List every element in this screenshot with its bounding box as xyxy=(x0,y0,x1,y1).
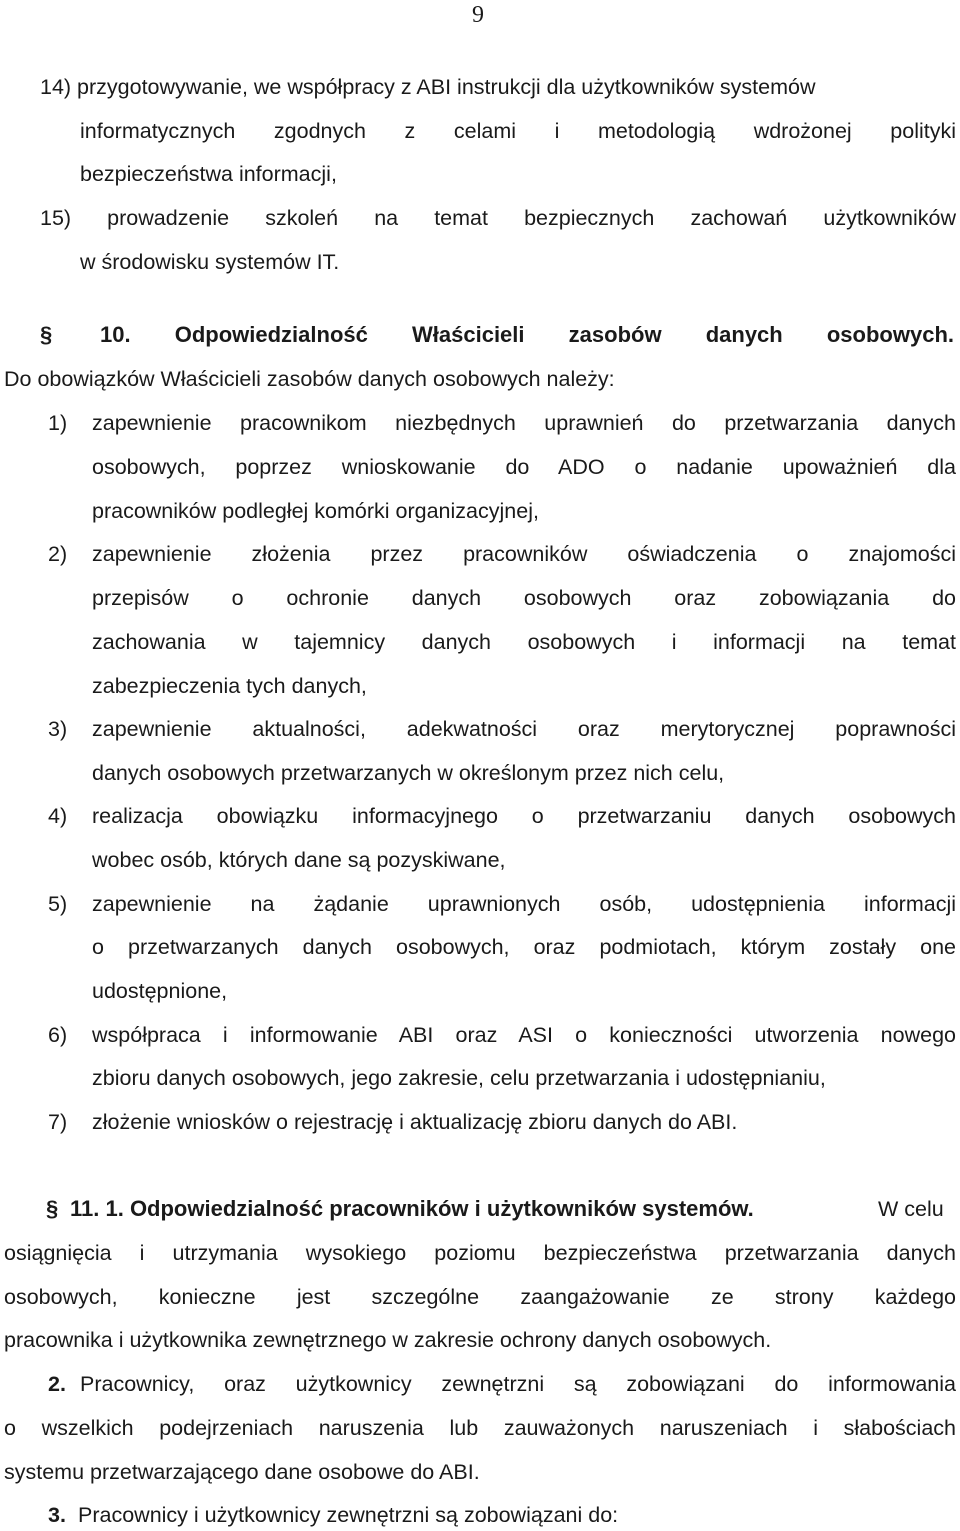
item-4-line-2: wobec osób, których dane są pozyskiwane, xyxy=(92,848,506,872)
item-7-number: 7) xyxy=(48,1110,68,1134)
item-1-line-2: osobowych, poprzez wnioskowanie do ADO o nadanie upoważnień dla xyxy=(92,455,956,479)
item-6-line-2: zbioru danych osobowych, jego zakresie, celu przetwarzania i udostępnianiu, xyxy=(92,1066,826,1090)
section-11-p3-number: 3. xyxy=(48,1503,66,1527)
item-2-line-4: zabezpieczenia tych danych, xyxy=(92,674,367,698)
section-11-p1-line-1: osiągnięcia i utrzymania wysokiego poziomu bezpieczeństwa przetwarzania danych xyxy=(4,1241,956,1265)
list-item-14-line-3: bezpieczeństwa informacji, xyxy=(80,162,337,186)
item-5-number: 5) xyxy=(48,892,68,916)
section-11-p2-line-3: systemu przetwarzającego dane osobowe do ABI. xyxy=(4,1460,480,1484)
section-11-p2-line-2: o wszelkich podejrzeniach naruszenia lub zauważonych naruszeniach i słabościach xyxy=(4,1416,956,1440)
item-3-line-2: danych osobowych przetwarzanych w określonym przez nich celu, xyxy=(92,761,725,785)
list-item-14-line-1: 14) przygotowywanie, we współpracy z ABI instrukcji dla użytkowników systemów xyxy=(40,75,816,99)
item-1-number: 1) xyxy=(48,411,68,435)
item-4-number: 4) xyxy=(48,804,68,828)
list-item-15-line-2: w środowisku systemów IT. xyxy=(80,250,340,274)
section-11-p1-line-2: osobowych, konieczne jest szczególne zaangażowanie ze strony każdego xyxy=(4,1285,956,1309)
item-5-line-2: o przetwarzanych danych osobowych, oraz podmiotach, którym zostały one xyxy=(92,935,956,959)
section-11-p2-number: 2. xyxy=(48,1372,66,1396)
section-11-heading: 11. 1. Odpowiedzialność pracowników i użytkowników systemów. xyxy=(70,1196,754,1221)
section-11-p1-tail: W celu xyxy=(878,1197,944,1221)
section-10-heading: 10. Odpowiedzialność Właścicieli zasobów danych osobowych. xyxy=(100,322,954,347)
item-3-line-1: zapewnienie aktualności, adekwatności oraz merytorycznej poprawności xyxy=(92,717,956,741)
item-6-number: 6) xyxy=(48,1023,68,1047)
item-2-line-2: przepisów o ochronie danych osobowych oraz zobowiązania do xyxy=(92,586,956,610)
section-11-p1-line-3: pracownika i użytkownika zewnętrznego w zakresie ochrony danych osobowych. xyxy=(4,1328,772,1352)
section-10-intro: Do obowiązków Właścicieli zasobów danych osobowych należy: xyxy=(4,367,615,391)
section-symbol-11: § xyxy=(46,1196,59,1221)
item-1-line-3: pracowników podległej komórki organizacyjnej, xyxy=(92,499,539,523)
item-6-line-1: współpraca i informowanie ABI oraz ASI o konieczności utworzenia nowego xyxy=(92,1023,956,1047)
item-2-line-1: zapewnienie złożenia przez pracowników oświadczenia o znajomości xyxy=(92,542,956,566)
item-3-number: 3) xyxy=(48,717,68,741)
item-1-line-1: zapewnienie pracownikom niezbędnych uprawnień do przetwarzania danych xyxy=(92,411,956,435)
item-4-line-1: realizacja obowiązku informacyjnego o przetwarzaniu danych osobowych xyxy=(92,804,956,828)
item-5-line-1: zapewnienie na żądanie uprawnionych osób, udostępnienia informacji xyxy=(92,892,956,916)
item-2-number: 2) xyxy=(48,542,68,566)
section-symbol: § xyxy=(40,322,53,347)
list-item-14-line-2: informatycznych zgodnych z celami i metodologią wdrożonej polityki xyxy=(80,119,956,143)
section-11-p3-text: Pracownicy i użytkownicy zewnętrzni są zobowiązani do: xyxy=(78,1503,619,1527)
item-2-line-3: zachowania w tajemnicy danych osobowych i informacji na temat xyxy=(92,630,956,654)
item-7-line-1: złożenie wniosków o rejestrację i aktualizację zbioru danych do ABI. xyxy=(92,1110,738,1134)
item-5-line-3: udostępnione, xyxy=(92,979,228,1003)
list-item-15-line-1: 15) prowadzenie szkoleń na temat bezpiecznych zachowań użytkowników xyxy=(40,206,956,230)
section-11-p2-line-1: Pracownicy, oraz użytkownicy zewnętrzni są zobowiązani do informowania xyxy=(80,1372,956,1396)
